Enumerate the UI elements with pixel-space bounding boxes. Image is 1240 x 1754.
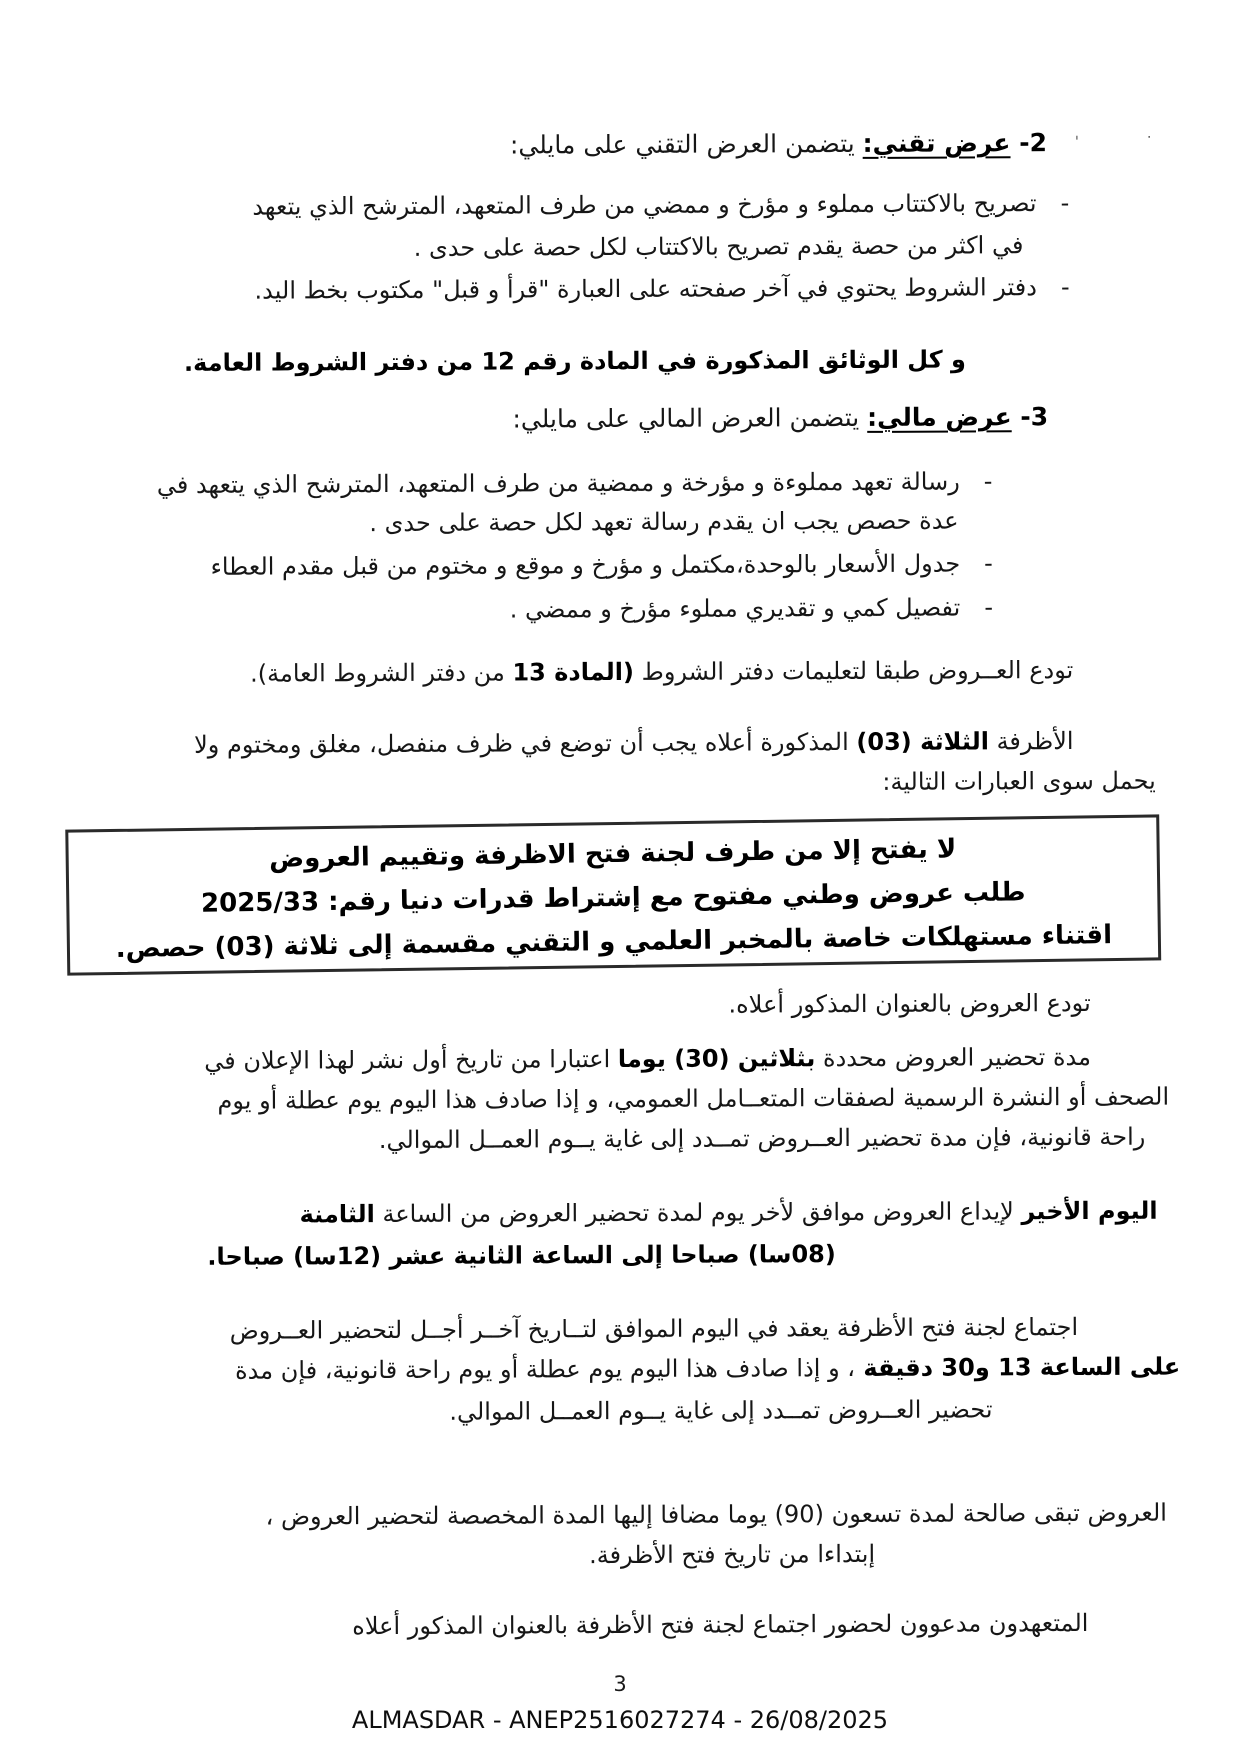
bullet-text: رسالة تعهد مملوءة و مؤرخة و ممضية من طرف المتعهد، المترشح الذي يتعهد في	[156, 467, 960, 500]
validity-line-2	[589, 1537, 875, 1572]
financial-bullet-3	[510, 590, 993, 626]
bullet-dash: -	[983, 467, 993, 496]
bullet-text: تصريح بالاكتتاب مملوء و مؤرخ و ممضي من طرف المتعهد، المترشح الذي يتعهد	[252, 189, 1037, 221]
box-line-tender-number: طلب عروض وطني مفتوح مع إشتراط قدرات دنيا رقم: 2025/33	[200, 877, 1026, 919]
paragraph-text: راحة قانونية، فإن مدة تحضير العــروض تمــدد إلى غاية يــوم العمــل الموالي.	[378, 1122, 1146, 1155]
invitation-note	[352, 1606, 1088, 1643]
thirty-days-bold: بثلاثين (30) يوما	[617, 1044, 816, 1074]
paragraph-text: لإيداع العروض موافق لأخر يوم لمدة تحضير العروض من الساعة	[374, 1197, 1022, 1229]
last-day-bold: اليوم الأخير	[1021, 1196, 1158, 1226]
section-intro: يتضمن العرض المالي على مايلي:	[512, 402, 868, 434]
article-13-ref: (المادة 13	[512, 657, 635, 687]
note-text: و كل الوثائق المذكورة في المادة رقم 12 من دفتر الشروط العامة.	[183, 345, 966, 377]
note-text: الأظرفة	[988, 727, 1074, 756]
bullet-dash: -	[984, 549, 993, 578]
box-line-do-not-open: لا يفتح إلا من طرف لجنة فتح الاظرفة وتقييم العروض	[268, 834, 957, 874]
paragraph-text: المتعهدون مدعوون لحضور اجتماع لجنة فتح الأظرفة بالعنوان المذكور أعلاه	[352, 1608, 1089, 1641]
financial-offer-heading	[512, 400, 1048, 436]
preparation-line-3	[379, 1120, 1146, 1157]
note-text: تودع العروض بالعنوان المذكور أعلاه.	[728, 988, 1091, 1019]
eighth-hour-bold: الثامنة	[299, 1200, 375, 1229]
bullet-text: جدول الأسعار بالوحدة،مكتمل و مؤرخ و موقع و مختوم من قبل مقدم العطاء	[210, 549, 961, 581]
technical-offer-heading	[510, 126, 1047, 162]
submission-note	[250, 653, 1073, 691]
financial-bullet-2	[210, 546, 992, 583]
anep-credit-line: ALMASDAR - ANEP2516027274 - 26/08/2025	[351, 1706, 889, 1734]
opening-committee-line-2	[235, 1350, 1180, 1388]
technical-bullet-1-line-2	[414, 228, 1024, 265]
note-text: المذكورة أعلاه يجب أن توضع في ظرف منفصل، مغلق ومختوم ولا	[194, 727, 857, 759]
last-day-line-2	[207, 1237, 836, 1274]
paragraph-text: اجتماع لجنة فتح الأظرفة يعقد في اليوم الموافق لتــاريخ آخــر أجــل لتحضير العــروض	[229, 1313, 1079, 1345]
bullet-text: في اكثر من حصة يقدم تصريح بالاكتتاب لكل حصة على حدى .	[413, 231, 1024, 262]
envelope-label-box	[65, 814, 1161, 975]
opening-time-bold: على الساعة 13 و30 دقيقة	[854, 1352, 1181, 1382]
box-line-subject: اقتناء مستهلكات خاصة بالمخبر العلمي و التقني مقسمة إلى ثلاثة (03) حصص.	[115, 920, 1113, 964]
financial-bullet-1-line-1	[157, 464, 993, 502]
paragraph-text: إبتداءا من تاريخ فتح الأظرفة.	[588, 1539, 876, 1570]
validity-line-1	[266, 1496, 1167, 1534]
general-docs-note	[184, 342, 966, 379]
three-envelopes-count: الثلاثة (03)	[856, 727, 989, 756]
preparation-line-1	[204, 1040, 1091, 1078]
technical-bullet-1-line-1	[252, 186, 1069, 224]
section-title: عرض مالي:	[867, 402, 1012, 432]
envelopes-note-line-2	[882, 764, 1156, 799]
paragraph-text: اعتبارا من تاريخ أول نشر لهذا الإعلان في	[204, 1045, 618, 1075]
bullet-text: تفصيل كمي و تقديري مملوء مؤرخ و ممضي .	[509, 593, 961, 624]
scan-artifact: '	[1074, 133, 1079, 151]
note-text: من دفتر الشروط العامة).	[250, 658, 513, 688]
opening-committee-line-1	[230, 1310, 1079, 1348]
scan-artifact: ·	[1146, 129, 1152, 146]
note-text: تودع العــروض طبقا لتعليمات دفتر الشروط	[633, 656, 1074, 686]
section-title: عرض تقني:	[862, 128, 1011, 158]
envelopes-note-line-1	[194, 724, 1074, 762]
opening-committee-line-3	[449, 1392, 992, 1428]
paragraph-text: تحضير العــروض تمــدد إلى غاية يــوم العمــل الموالي.	[449, 1395, 993, 1426]
bullet-text: عدة حصص يجب ان يقدم رسالة تعهد لكل حصة على حدى .	[369, 506, 959, 538]
section-number: 3-	[1011, 402, 1049, 432]
section-intro: يتضمن العرض التقني على مايلي:	[509, 128, 863, 160]
last-day-line-1	[299, 1194, 1157, 1232]
page-number: 3	[613, 1672, 627, 1696]
technical-bullet-2	[254, 270, 1069, 308]
bullet-text: دفتر الشروط يحتوي في آخر صفحته على العبارة "قرأ و قبل" مكتوب بخط اليد.	[254, 273, 1037, 305]
bullet-dash: -	[1060, 273, 1070, 302]
note-text: يحمل سوى العبارات التالية:	[882, 766, 1156, 796]
deposit-hours: (08سا) صباحا إلى الساعة الثانية عشر (12سا) صباحا.	[207, 1240, 836, 1271]
bullet-dash: -	[984, 593, 994, 622]
paragraph-text: مدة تحضير العروض محددة	[815, 1042, 1092, 1073]
paragraph-text: ، و إذا صادف هذا اليوم يوم عطلة أو يوم راحة قانونية، فإن مدة	[235, 1353, 856, 1385]
financial-bullet-1-line-2	[369, 504, 958, 541]
paragraph-text: العروض تبقى صالحة لمدة تسعون (90) يوما مضافا إليها المدة المخصصة لتحضير العروض ،	[265, 1498, 1168, 1531]
paragraph-text: الصحف أو النشرة الرسمية لصفقات المتعــامل العمومي، و إذا صادف هذا اليوم يوم عطلة أو يوم	[217, 1082, 1170, 1115]
section-number: 2-	[1010, 128, 1048, 158]
preparation-line-2	[217, 1080, 1169, 1118]
bullet-dash: -	[1060, 189, 1070, 218]
deposit-note	[728, 986, 1090, 1022]
